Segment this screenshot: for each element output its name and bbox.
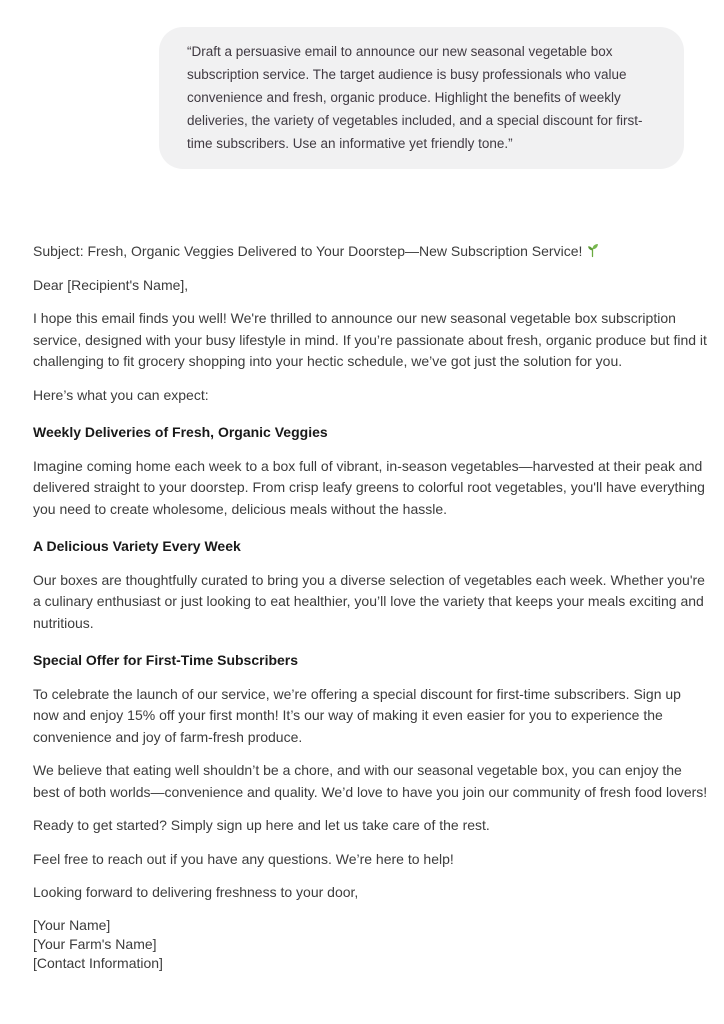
subject-text: Subject: Fresh, Organic Veggies Delivered to Your Doorstep—New Subscription Service! — [33, 243, 583, 259]
seedling-icon — [585, 243, 600, 258]
user-prompt-text: “Draft a persuasive email to announce our new seasonal vegetable box subscription service. The target audience is busy professionals who value convenience and fresh, organic produce. Highlight the benefits of weekly deliveries, the variety of vegetables included, and a special discount for first-time subscribers. Use an informative yet friendly tone.” — [187, 44, 643, 151]
section-heading-delicious-variety: A Delicious Variety Every Week — [33, 538, 241, 554]
closing-paragraph-believe: We believe that eating well shouldn’t be a chore, and with our seasonal vegetable box, you can enjoy the best of both worlds—convenience and quality. We’d love to have you join our community of fresh food lovers! — [33, 762, 708, 800]
expect-line: Here’s what you can expect: — [33, 386, 209, 403]
closing-paragraph-ready: Ready to get started? Simply sign up here and let us take care of the rest. — [33, 817, 490, 833]
user-prompt-bubble — [159, 27, 684, 169]
intro-paragraph: I hope this email finds you well! We're thrilled to announce our new seasonal vegetable box subscription service, designed with your busy lifestyle in mind. If you’re passionate about fresh, organic produce but find it challenging to fit grocery shopping into your hectic schedule, we’ve got just the solution for you. — [33, 310, 707, 369]
closing-paragraph-looking-forward: Looking forward to delivering freshness to your door, — [33, 884, 359, 900]
section-heading-special-offer: Special Offer for First-Time Subscribers — [33, 652, 299, 668]
closing-paragraph-questions: Feel free to reach out if you have any questions. We’re here to help! — [33, 850, 454, 867]
section-body-special-offer: To celebrate the launch of our service, we’re offering a special discount for first-time subscribers. Sign up now and enjoy 15% off your first month! It’s our way of making it even easier for you to experience the convenience and joy of farm-fresh produce. — [33, 685, 681, 745]
greeting-line: Dear [Recipient's Name], — [33, 276, 189, 293]
signature-block — [33, 916, 709, 973]
subject-line — [33, 241, 709, 263]
signature-name-placeholder: [Your Name] — [33, 916, 111, 933]
section-body-delicious-variety: Our boxes are thoughtfully curated to bring you a diverse selection of vegetables each week. Whether you're a culinary enthusiast or just looking to eat healthier, you’ll love the variety that keeps your meals exciting and nutritious. — [33, 571, 705, 631]
signature-contact-placeholder: [Contact Information] — [33, 954, 163, 971]
section-heading-weekly-deliveries: Weekly Deliveries of Fresh, Organic Veggies — [33, 424, 328, 440]
signature-farm-placeholder: [Your Farm's Name] — [33, 935, 157, 952]
section-body-weekly-deliveries: Imagine coming home each week to a box full of vibrant, in-season vegetables—harvested at their peak and delivered straight to your doorstep. From crisp leafy greens to colorful root vegetables, you'll have everything you need to create wholesome, delicious meals without the hassle. — [33, 457, 705, 517]
email-draft — [33, 241, 709, 973]
